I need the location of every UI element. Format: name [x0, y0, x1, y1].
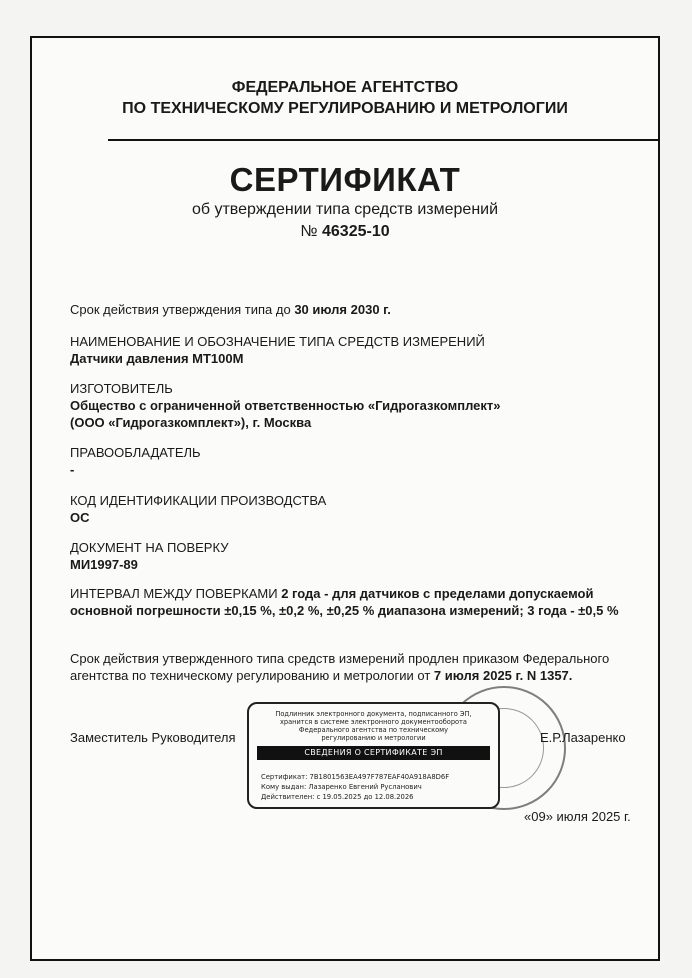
- header-divider: [108, 139, 659, 141]
- e-signature-stamp: [247, 702, 500, 809]
- certificate-subtitle: об утверждении типа средств измерений: [191, 201, 499, 218]
- extension-line1: Срок действия утвержденного типа средств измерений продлен приказом Федерального: [70, 651, 610, 666]
- manufacturer-line2: (ООО «Гидрогазкомплект»), г. Москва: [70, 415, 312, 430]
- signatory-position: Заместитель Руководителя: [70, 730, 236, 745]
- certificate-title: СЕРТИФИКАТ: [229, 161, 461, 198]
- number-value: 46325-10: [322, 223, 390, 240]
- certificate-number: [32, 223, 658, 241]
- extension-line2: [70, 667, 572, 684]
- signature-date: «09» июля 2025 г.: [524, 809, 631, 824]
- e-signature-head-line4: регулированию и метрологии: [321, 734, 426, 742]
- e-signature-valid: Действителен: с 19.05.2025 до 12.08.2026: [261, 793, 414, 801]
- e-signature-head-line1: Подлинник электронного документа, подписанного ЭП,: [275, 710, 472, 718]
- agency-name-line1: ФЕДЕРАЛЬНОЕ АГЕНТСТВО: [231, 79, 459, 96]
- validity-date: 30 июля 2030 г.: [294, 302, 391, 317]
- interval-line1: [70, 585, 593, 602]
- e-signature-header: [249, 710, 498, 742]
- e-signature-head-line2: хранится в системе электронного документооборота: [280, 718, 467, 726]
- holder-value: -: [70, 462, 75, 477]
- e-signature-head-line3: Федерального агентства по техническому: [298, 726, 449, 734]
- e-signature-cert: Сертификат: 7B1801563EA497F787EAF40A918A8D6F: [261, 773, 450, 781]
- manufacturer-label: ИЗГОТОВИТЕЛЬ: [70, 381, 173, 396]
- doc-label: ДОКУМЕНТ НА ПОВЕРКУ: [70, 540, 229, 555]
- interval-value-line1: 2 года - для датчиков с пределами допускаемой: [281, 586, 594, 601]
- agency-name-line2: ПО ТЕХНИЧЕСКОМУ РЕГУЛИРОВАНИЮ И МЕТРОЛОГИИ: [122, 100, 568, 117]
- extension-order: 7 июля 2025 г. N 1357.: [433, 668, 573, 683]
- e-signature-bar: СВЕДЕНИЯ О СЕРТИФИКАТЕ ЭП: [257, 746, 490, 760]
- manufacturer-line1: Общество с ограниченной ответственностью «Гидрогазкомплект»: [70, 398, 501, 413]
- code-label: КОД ИДЕНТИФИКАЦИИ ПРОИЗВОДСТВА: [70, 493, 327, 508]
- code-value: ОС: [70, 510, 90, 525]
- interval-label: ИНТЕРВАЛ МЕЖДУ ПОВЕРКАМИ: [70, 586, 278, 601]
- validity-label: Срок действия утверждения типа до: [70, 302, 291, 317]
- number-prefix: №: [300, 223, 318, 240]
- holder-label: ПРАВООБЛАДАТЕЛЬ: [70, 445, 201, 460]
- validity-line: [70, 301, 391, 318]
- e-signature-issued: Кому выдан: Лазаренко Евгений Русланович: [261, 783, 422, 791]
- doc-value: МИ1997-89: [70, 557, 138, 572]
- certificate-frame: [30, 36, 660, 961]
- name-label: НАИМЕНОВАНИЕ И ОБОЗНАЧЕНИЕ ТИПА СРЕДСТВ ИЗМЕРЕНИЙ: [70, 334, 485, 349]
- signatory-name: Е.Р.Лазаренко: [540, 730, 626, 745]
- interval-value-line2: основной погрешности ±0,15 %, ±0,2 %, ±0,25 % диапазона измерений; 3 года - ±0,5 %: [70, 603, 619, 618]
- extension-line2-text: агентства по техническому регулированию и метрологии от: [70, 668, 431, 683]
- name-value: Датчики давления МТ100М: [70, 351, 244, 366]
